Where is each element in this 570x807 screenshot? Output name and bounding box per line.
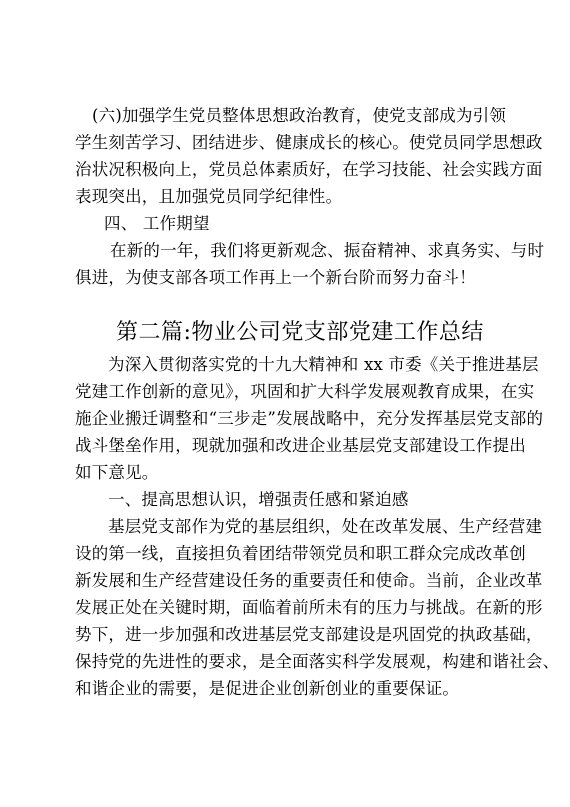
paragraph-line: 设的第一线，直接担负着团结带领党员和职工群众完成改革创	[75, 544, 526, 563]
section-heading: 四、 工作期望	[104, 214, 210, 233]
paragraph-line: 治状况积极向上，党员总体素质好，在学习技能、社会实践方面	[75, 160, 543, 179]
paragraph-line: 为深入贯彻落实党的十九大精神和 xx 市委《关于推进基层	[108, 355, 539, 374]
paragraph-line: 新发展和生产经营建设任务的重要责任和使命。当前，企业改革	[75, 571, 543, 590]
paragraph-line: 发展正处在关键时期，面临着前所未有的压力与挑战。在新的形	[75, 598, 543, 617]
paragraph-line: 施企业搬迁调整和“三步走”发展战略中，充分发挥基层党支部的	[75, 409, 544, 428]
paragraph-line: 俱进，为使支部各项工作再上一个新台阶而努力奋斗！	[75, 268, 476, 287]
paragraph-line: 基层党支部作为党的基层组织，处在改革发展、生产经营建	[108, 517, 543, 536]
section-heading: 一、提高思想认识，增强责任感和紧迫感	[108, 490, 409, 509]
paragraph-line: 学生刻苦学习、团结进步、健康成长的核心。使党员同学思想政	[75, 133, 543, 152]
paragraph-line: 表现突出，且加强党员同学纪律性。	[75, 187, 343, 206]
paragraph-line: 战斗堡垒作用，现就加强和改进企业基层党支部建设工作提出	[75, 436, 526, 455]
chapter-title: 第二篇:物业公司党支部党建工作总结	[116, 320, 484, 345]
paragraph-line: (六)加强学生党员整体思想政治教育，使党支部成为引领	[92, 106, 507, 125]
paragraph-line: 势下，进一步加强和改进基层党支部建设是巩固党的执政基础，	[75, 625, 543, 644]
paragraph-line: 在新的一年，我们将更新观念、振奋精神、求真务实、与时	[110, 241, 545, 260]
paragraph-line: 保持党的先进性的要求，是全面落实科学发展观，构建和谐社会、	[75, 652, 560, 671]
paragraph-line: 和谐企业的需要，是促进企业创新创业的重要保证。	[75, 679, 460, 698]
paragraph-line: 党建工作创新的意见》，巩固和扩大科学发展观教育成果，在实	[75, 382, 535, 401]
paragraph-line: 如下意见。	[75, 463, 159, 482]
